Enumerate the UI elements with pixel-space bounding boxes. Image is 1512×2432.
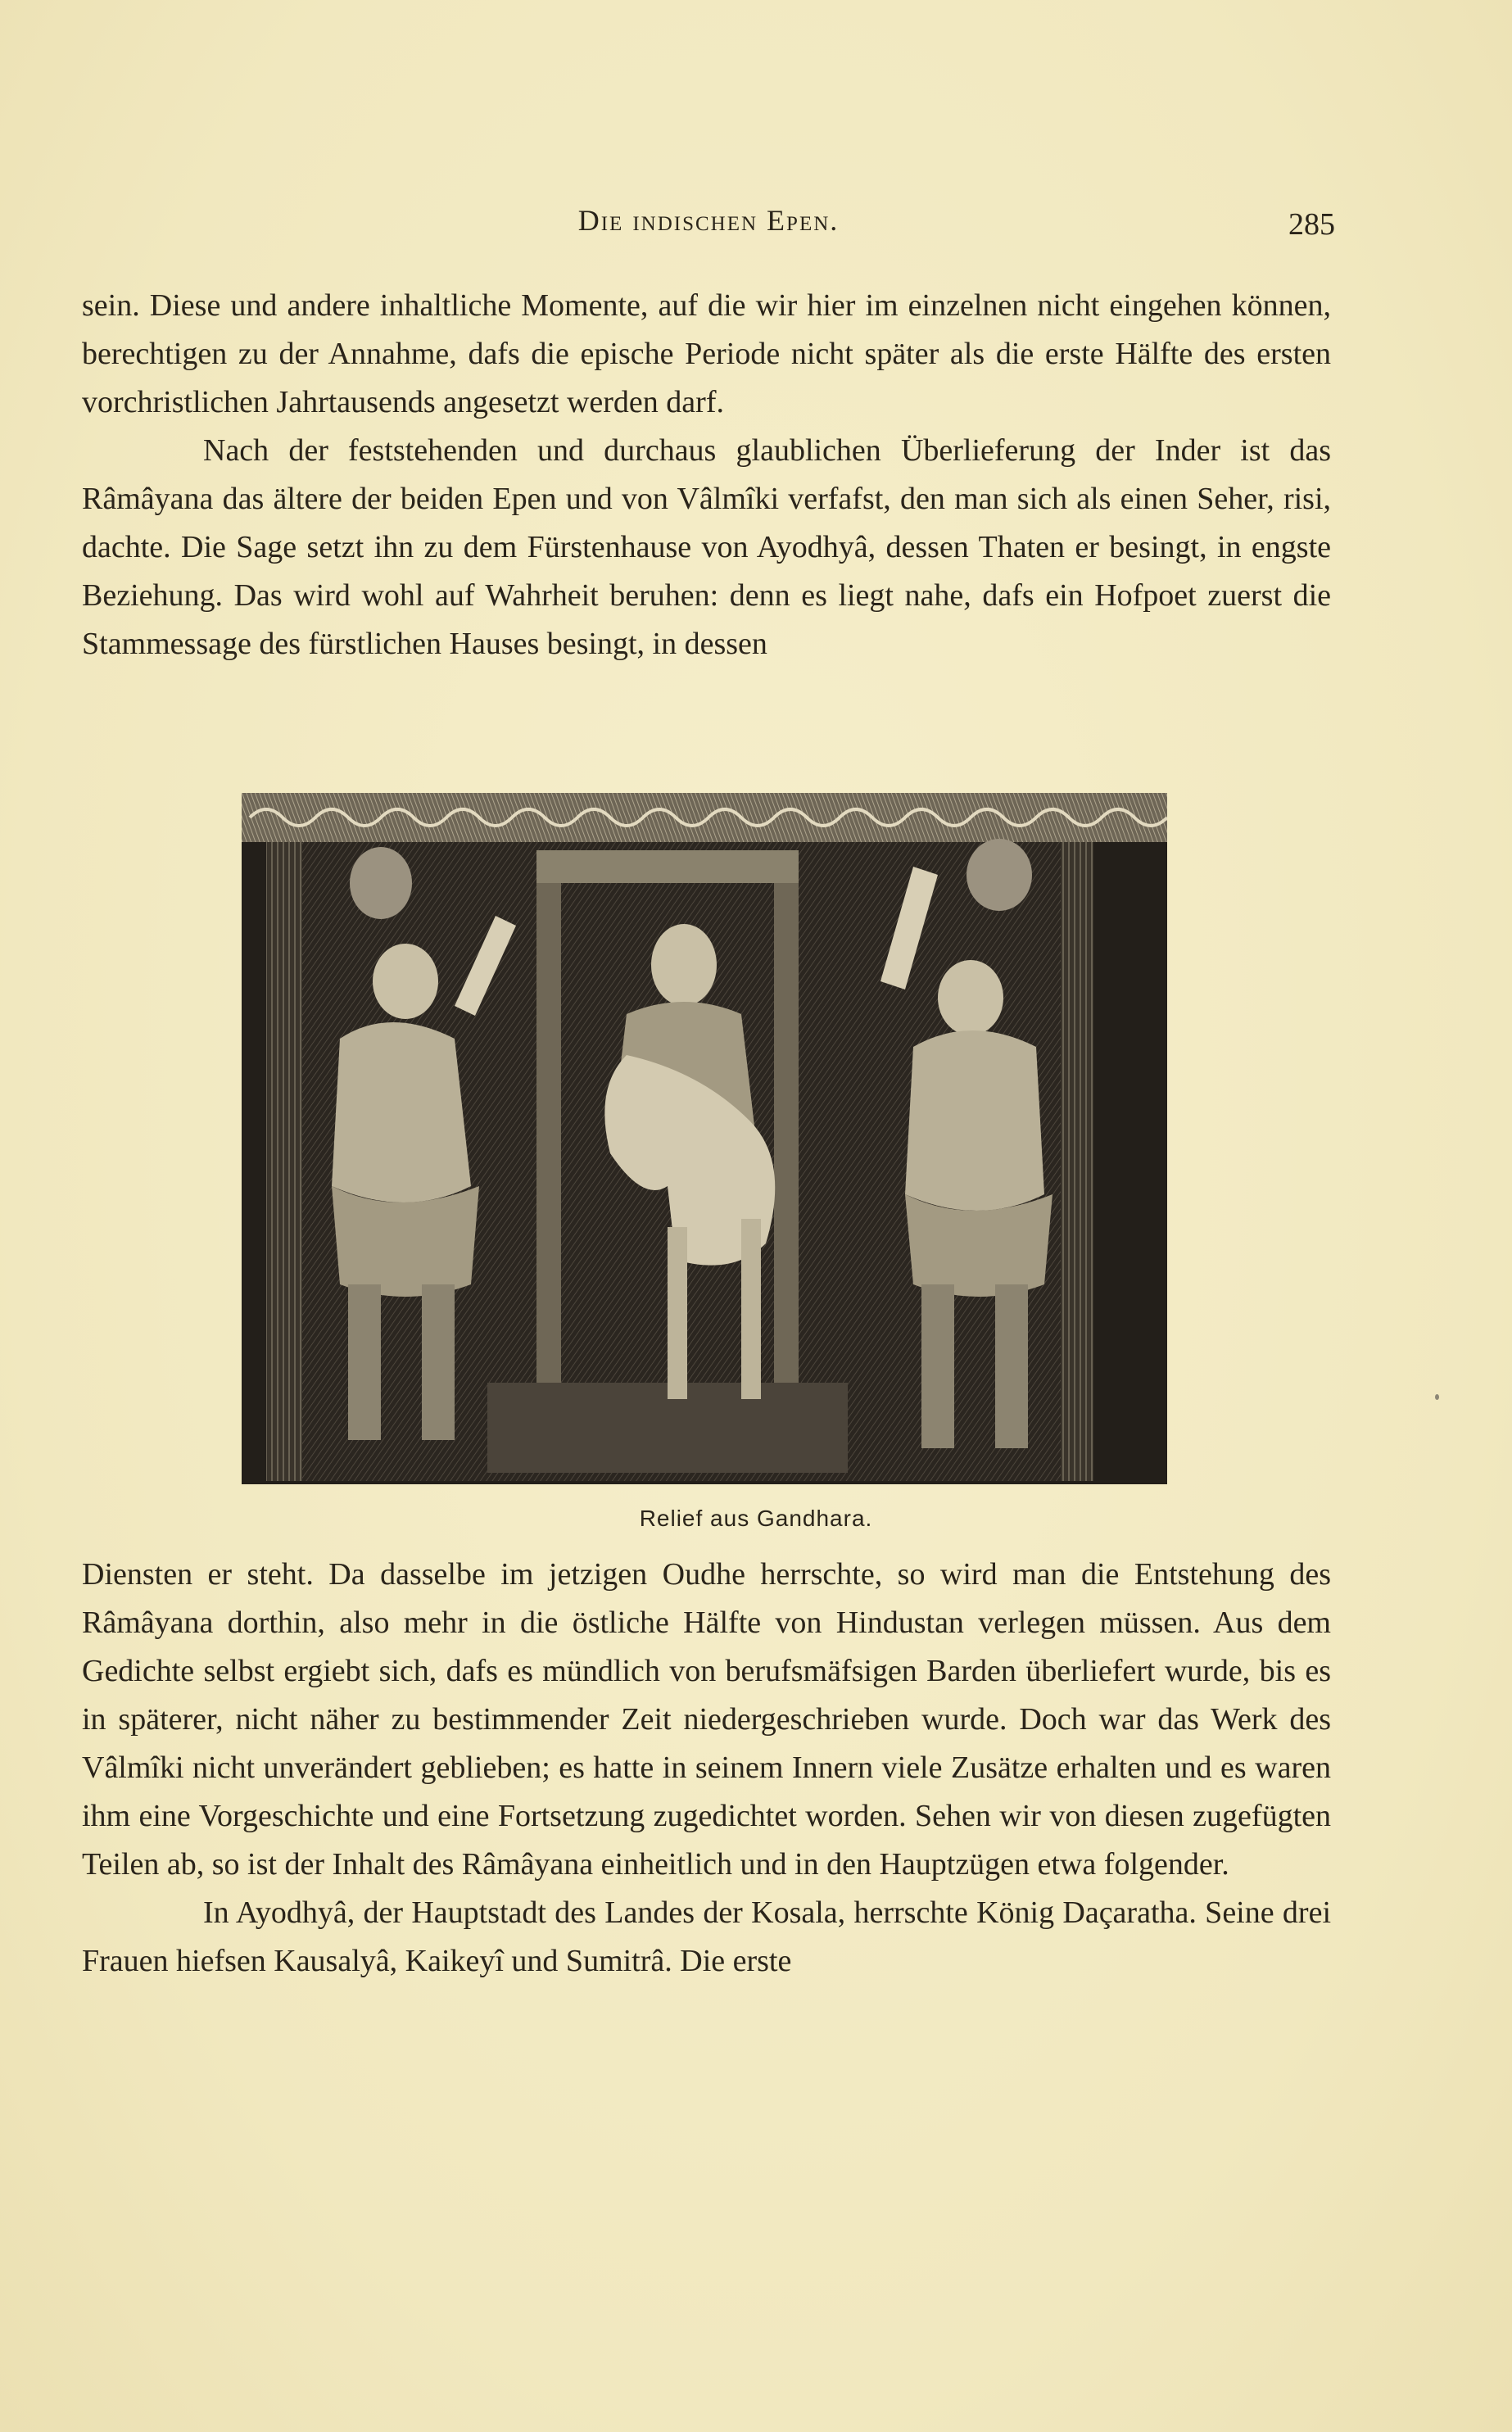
paper-speck: [1435, 1394, 1439, 1400]
page-number: 285: [1288, 207, 1335, 242]
paragraph-ramayana-tradition: Nach der feststehenden und durchaus glaublichen Überlieferung der Inder ist das Râmâyana das ältere der beiden Epen und von Vâlmîki verfafst, den man sich als einen Seher, risi, dachte. Die Sage setzt ihn zu dem Fürstenhause von Ayodhyâ, dessen Thaten er besingt, in engste Beziehung. Das wird wohl auf Wahrheit beruhen: denn es liegt nahe, dafs ein Hofpoet zuerst die Stammessage des fürstlichen Hauses besingt, in dessen: [82, 433, 1331, 661]
paragraph-ayodhya: In Ayodhyâ, der Hauptstadt des Landes der Kosala, herrschte König Daçaratha. Seine drei Frauen hiefsen Kausalyâ, Kaikeyî und Sumitrâ. Die erste: [82, 1895, 1331, 1978]
running-head: [82, 203, 1335, 244]
text-block-bottom: [82, 1551, 1331, 1986]
paragraph-origin: Diensten er steht. Da dasselbe im jetzigen Oudhe herrschte, so wird man die Entstehung des Râmâyana dorthin, also mehr in die östliche Hälfte von Hindustan verlegen müssen. Aus dem Gedichte selbst ergiebt sich, dafs es mündlich von berufsmäfsigen Barden überliefert wurde, bis es in späterer, nicht näher zu bestimmender Zeit niedergeschrieben wurde. Doch war das Werk des Vâlmîki nicht unverändert geblieben; es hatte in seinem Innern viele Zusätze erhalten und es waren ihm eine Vorgeschichte und eine Fortsetzung zugedichtet worden. Sehen wir von diesen zugefügten Teilen ab, so ist der Inhalt des Râmâyana einheitlich und in den Hauptzügen etwa folgender.: [82, 1557, 1331, 1882]
text-block-top: [82, 282, 1331, 668]
relief-illustration: [242, 793, 1167, 1484]
running-title: Die indischen Epen.: [577, 204, 840, 237]
paragraph-continuation: sein. Diese und andere inhaltliche Momente, auf die wir hier im einzelnen nicht eingehen können, berechtigen zu der Annahme, dafs die epische Periode nicht später als die erste Hälfte des ersten vorchristlichen Jahrtausends angesetzt werden darf.: [82, 288, 1331, 419]
figure-caption: Relief aus Gandhara.: [639, 1506, 873, 1531]
